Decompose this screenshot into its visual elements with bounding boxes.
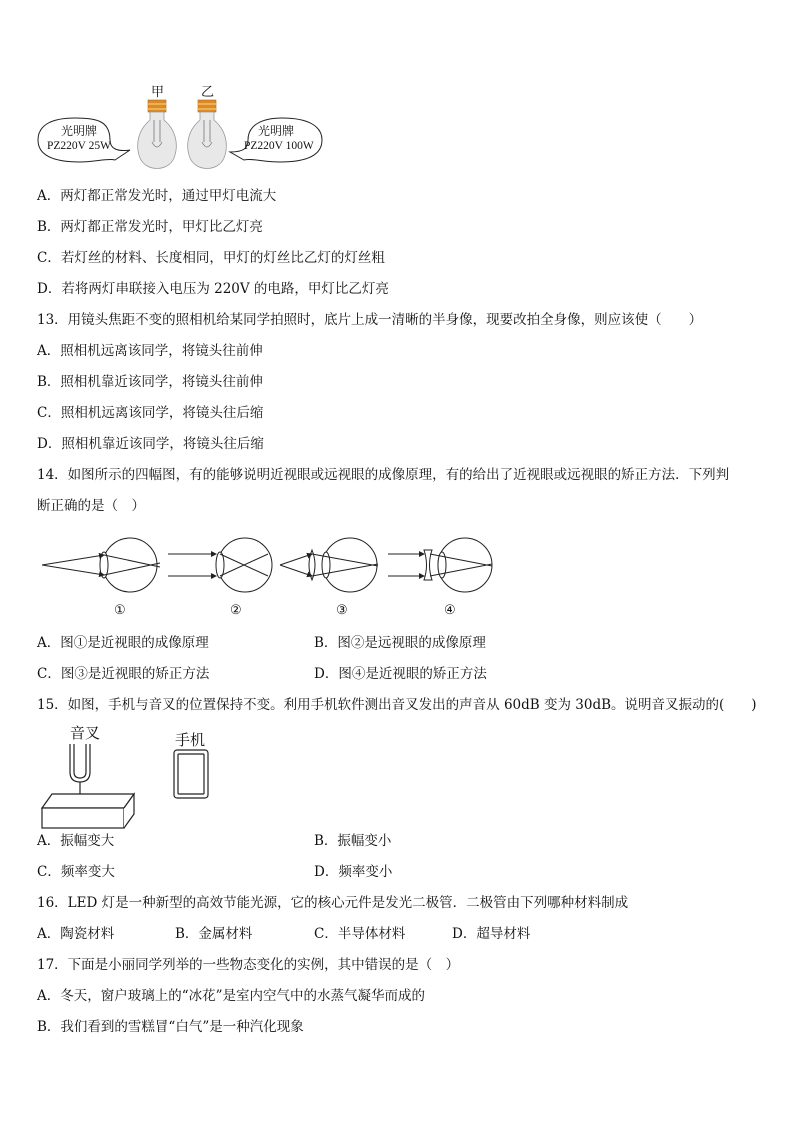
q13-option-b: B．照相机靠近该同学，将镜头往前伸 xyxy=(37,374,263,390)
fig-label-4: ④ xyxy=(444,603,456,618)
q13-option-c: C．照相机远离该同学，将镜头往后缩 xyxy=(37,405,264,421)
q13-stem: 13．用镜头焦距不变的照相机给某同学拍照时，底片上成一清晰的半身像，现要改拍全身像，则应该使（ ） xyxy=(37,312,703,328)
q16-option-d: D．超导材料 xyxy=(452,926,531,942)
q16-stem: 16．LED 灯是一种新型的高效节能光源，它的核心元件是发光二极管．二极管由下列哪种材料制成 xyxy=(37,895,629,911)
q12-option-c: C．若灯丝的材料、长度相同，甲灯的灯丝比乙灯的灯丝粗 xyxy=(37,250,385,266)
eye-figure-3 xyxy=(280,538,378,592)
fig-label-2: ② xyxy=(230,603,242,618)
q13-option-a: A．照相机远离该同学，将镜头往前伸 xyxy=(37,343,263,359)
eye-figure-1 xyxy=(42,538,160,592)
tuning-fork-phone-illustration xyxy=(0,740,794,840)
q17-stem: 17．下面是小丽同学列举的一些物态变化的实例，其中错误的是（ ） xyxy=(37,957,460,973)
fig-label-3: ③ xyxy=(336,603,348,618)
q14-option-b: B．图②是远视眼的成像原理 xyxy=(314,635,486,651)
q15-option-c: C．频率变大 xyxy=(37,864,115,880)
fig-label-1: ① xyxy=(114,603,126,618)
q12-option-b: B．两灯都正常发光时，甲灯比乙灯亮 xyxy=(37,219,263,235)
q12-option-a: A．两灯都正常发光时，通过甲灯电流大 xyxy=(37,188,277,204)
bubble-yi-line1: 光明牌 xyxy=(258,124,295,138)
phone-icon xyxy=(174,750,208,798)
q12-option-d: D．若将两灯串联接入电压为 220V 的电路，甲灯比乙灯亮 xyxy=(37,281,389,297)
bubble-jia-line1: 光明牌 xyxy=(61,124,98,138)
q16-option-b: B．金属材料 xyxy=(175,926,253,942)
bulb-jia-icon xyxy=(138,100,177,169)
eye-diagrams xyxy=(0,530,794,650)
bubble-jia-line2: PZ220V 25W xyxy=(47,140,111,152)
bubble-yi-line2: PZ220V 100W xyxy=(244,140,314,152)
q14-stem-line1: 14．如图所示的四幅图，有的能够说明近视眼或远视眼的成像原理，有的给出了近视眼或远视眼的矫正方法．下列判 xyxy=(37,467,730,483)
phone-label: 手机 xyxy=(175,731,206,749)
q15-option-a: A．振幅变大 xyxy=(37,833,115,849)
q15-option-b: B．振幅变小 xyxy=(314,833,392,849)
q17-option-b: B．我们看到的雪糕冒“白气”是一种汽化现象 xyxy=(37,1019,304,1035)
tuning-fork-label: 音叉 xyxy=(70,724,101,742)
bulbs-illustration xyxy=(0,0,794,180)
q15-option-d: D．频率变小 xyxy=(314,864,393,880)
q14-option-d: D．图④是近视眼的矫正方法 xyxy=(314,666,487,682)
eye-figure-4 xyxy=(388,538,492,592)
eye-figure-2 xyxy=(168,538,272,592)
q16-option-a: A．陶瓷材料 xyxy=(37,926,115,942)
q17-option-a: A．冬天，窗户玻璃上的“冰花”是室内空气中的水蒸气凝华而成的 xyxy=(37,988,426,1004)
q15-stem: 15．如图，手机与音叉的位置保持不变。利用手机软件测出音叉发出的声音从 60dB 变为 30dB。说明音叉振动的( ) xyxy=(37,697,757,713)
bulb-yi-icon xyxy=(188,100,227,169)
lamp-jia-label: 甲 xyxy=(151,85,165,100)
q14-option-c: C．图③是近视眼的矫正方法 xyxy=(37,666,210,682)
q14-option-a: A．图①是近视眼的成像原理 xyxy=(37,635,209,651)
q16-option-c: C．半导体材料 xyxy=(314,926,406,942)
q14-stem-line2: 断正确的是（ ） xyxy=(37,498,145,514)
tuning-fork-icon xyxy=(42,744,134,828)
lamp-yi-label: 乙 xyxy=(201,85,215,100)
q13-option-d: D．照相机靠近该同学，将镜头往后缩 xyxy=(37,436,264,452)
